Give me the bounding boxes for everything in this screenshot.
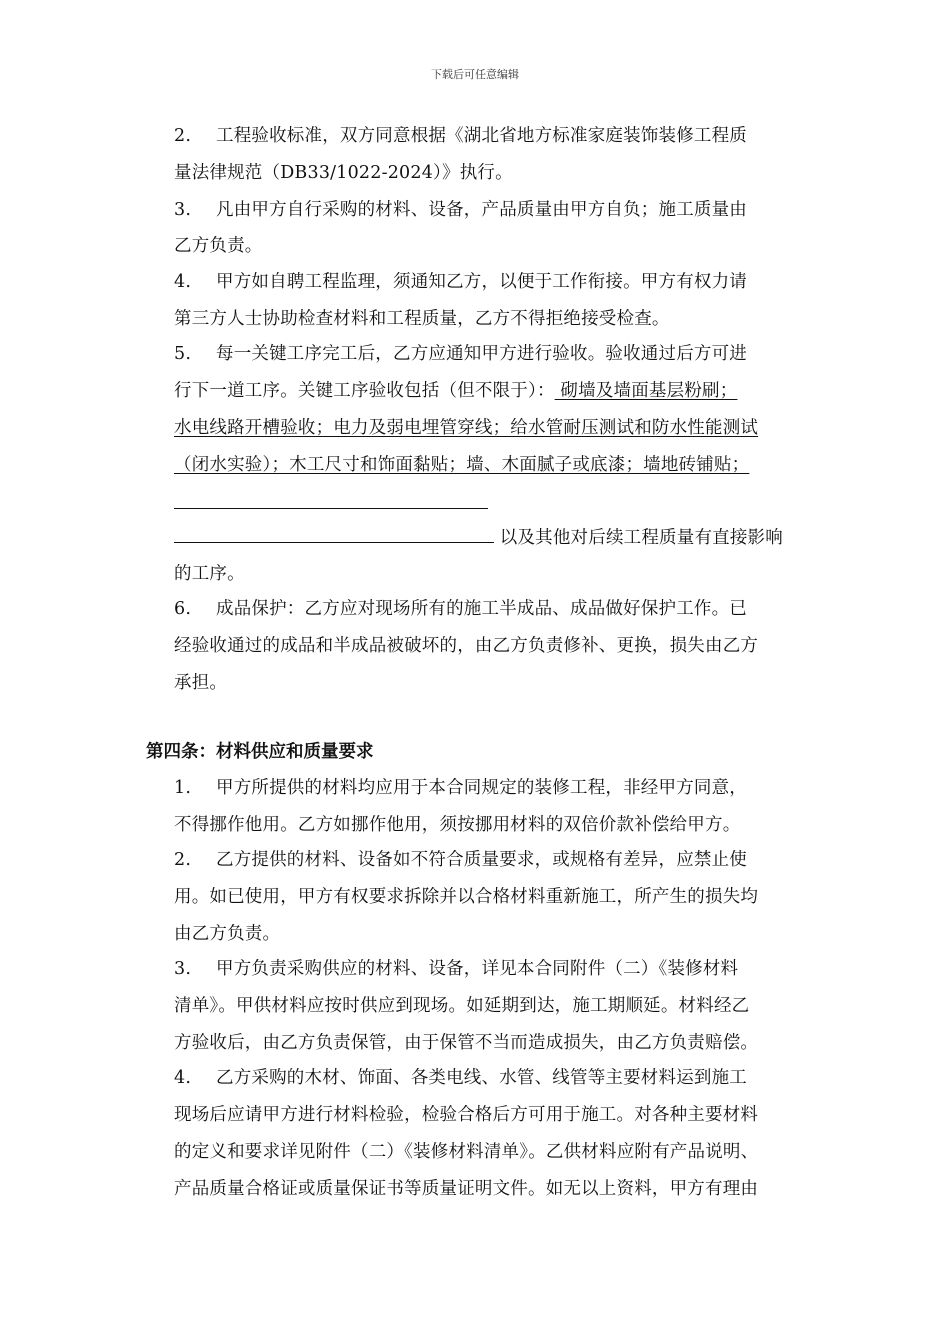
text-line: 的工序。 xyxy=(174,564,245,584)
item-text: 成品保护：乙方应对现场所有的施工半成品、成品做好保护工作。已 xyxy=(216,599,747,619)
item-number: 1. xyxy=(174,778,192,798)
fill-in-blank xyxy=(174,490,488,509)
clause-3-item-6 xyxy=(174,597,814,621)
item-number: 4. xyxy=(174,272,192,292)
text-line: 不得挪作他用。乙方如挪作他用，须按挪用材料的双倍价款补偿给甲方。 xyxy=(174,815,741,835)
item-text: 乙方采购的木材、饰面、各类电线、水管、线管等主要材料运到施工 xyxy=(216,1068,747,1088)
item-number: 4. xyxy=(174,1068,192,1088)
item-number: 5. xyxy=(174,344,192,364)
clause-4-item-1 xyxy=(174,776,814,800)
text-line: 产品质量合格证或质量保证书等质量证明文件。如无以上资料，甲方有理由 xyxy=(174,1179,759,1199)
item-number: 2. xyxy=(174,126,192,146)
clause-4-item-2 xyxy=(174,848,814,872)
item-number: 6. xyxy=(174,599,192,619)
clause-4-item-3 xyxy=(174,957,814,981)
item-text: 甲方所提供的材料均应用于本合同规定的装修工程，非经甲方同意， xyxy=(216,778,747,798)
clause-3-item-2 xyxy=(174,124,814,148)
filled-blank-text: 砌墙及墙面基层粉刷； xyxy=(554,381,738,401)
clause-3-item-3 xyxy=(174,198,814,222)
text-line: 清单》。甲供材料应按时供应到现场。如延期到达，施工期顺延。材料经乙 xyxy=(174,996,750,1016)
text-line: 现场后应请甲方进行材料检验，检验合格后方可用于施工。对各种主要材料 xyxy=(174,1105,759,1125)
item-text: 每一关键工序完工后，乙方应通知甲方进行验收。验收通过后方可进 xyxy=(216,344,747,364)
text-span: 行下一道工序。关键工序验收包括（但不限于）： xyxy=(174,381,555,401)
text-line: 量法律规范（DB33/1022-2024）》执行。 xyxy=(174,163,513,183)
item-number: 3. xyxy=(174,959,192,979)
item-number: 2. xyxy=(174,850,192,870)
text-line: 乙方负责。 xyxy=(174,236,263,256)
text-line: 第三方人士协助检查材料和工程质量，乙方不得拒绝接受检查。 xyxy=(174,309,670,329)
fill-in-blank xyxy=(174,524,494,543)
item-text: 乙方提供的材料、设备如不符合质量要求，或规格有差异，应禁止使 xyxy=(216,850,747,870)
text-span: 以及其他对后续工程质量有直接影响 xyxy=(494,528,783,548)
text-line: 方验收后，由乙方负责保管，由于保管不当而造成损失，由乙方负责赔偿。 xyxy=(174,1033,759,1053)
text-line: 由乙方负责。 xyxy=(174,924,281,944)
item-text: 工程验收标准，双方同意根据《湖北省地方标准家庭装饰装修工程质 xyxy=(216,126,747,146)
item-text: 凡由甲方自行采购的材料、设备，产品质量由甲方自负；施工质量由 xyxy=(216,200,747,220)
clause-4-item-4 xyxy=(174,1066,814,1090)
section-heading: 第四条：材料供应和质量要求 xyxy=(146,742,374,762)
text-line: 经验收通过的成品和半成品被破坏的，由乙方负责修补、更换，损失由乙方 xyxy=(174,636,759,656)
item-text: 甲方如自聘工程监理，须通知乙方，以便于工作衔接。甲方有权力请 xyxy=(216,272,747,292)
filled-blank-text: 水电线路开槽验收；电力及弱电埋管穿线；给水管耐压测试和防水性能测试 xyxy=(174,418,759,438)
item-text: 甲方负责采购供应的材料、设备，详见本合同附件（二）《装修材料 xyxy=(216,959,739,979)
filled-blank-text: （闭水实验）；木工尺寸和饰面黏贴；墙、木面腻子或底漆；墙地砖铺贴； xyxy=(174,455,750,475)
clause-3-item-5 xyxy=(174,342,814,366)
text-line: 承担。 xyxy=(174,673,228,693)
page-header: 下载后可任意编辑 xyxy=(431,68,519,81)
text-line xyxy=(174,379,814,403)
clause-3-item-4 xyxy=(174,270,814,294)
blank-line xyxy=(174,490,814,516)
text-line: 用。如已使用，甲方有权要求拆除并以合格材料重新施工，所产生的损失均 xyxy=(174,887,759,907)
text-line xyxy=(174,524,814,550)
text-line: 的定义和要求详见附件（二）《装修材料清单》。乙供材料应附有产品说明、 xyxy=(174,1142,759,1162)
item-number: 3. xyxy=(174,200,192,220)
